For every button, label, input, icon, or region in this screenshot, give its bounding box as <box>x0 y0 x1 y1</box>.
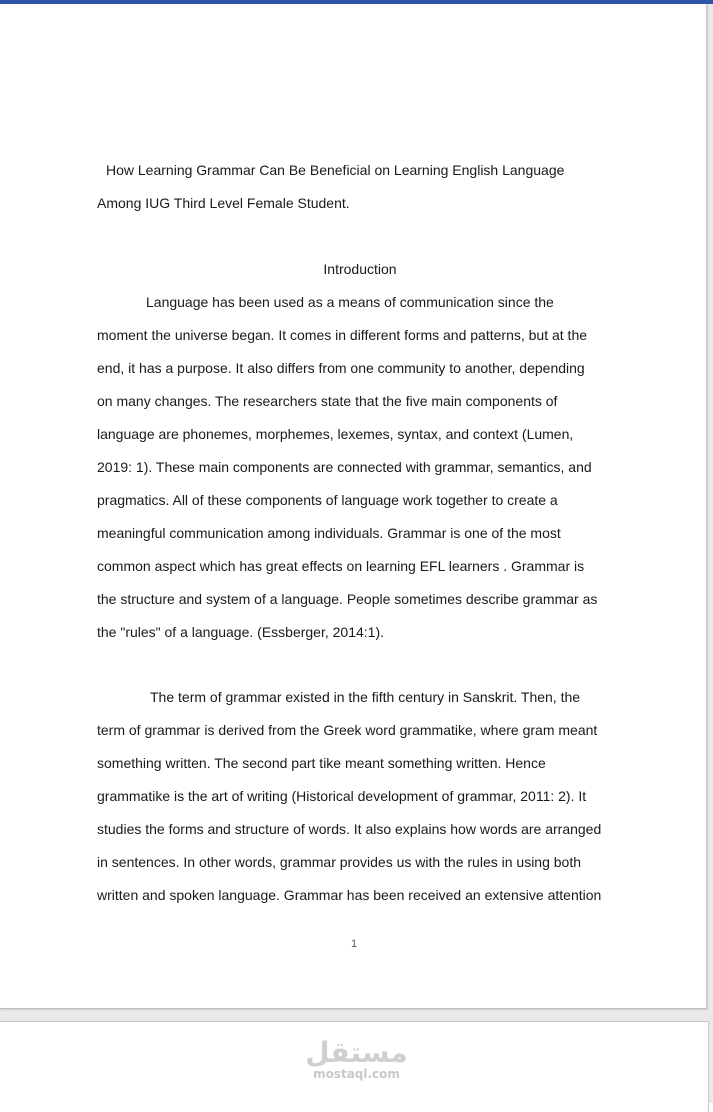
paragraph-line: the structure and system of a language. People sometimes describe grammar as <box>97 591 598 607</box>
document-page[interactable] <box>0 4 707 1009</box>
paragraph-line: common aspect which has great effects on learning EFL learners . Grammar is <box>97 558 585 574</box>
page-number: 1 <box>350 938 358 950</box>
paragraph-line: language are phonemes, morphemes, lexemes, syntax, and context (Lumen, <box>97 426 574 442</box>
mostaql-logo: مستقل <box>305 1036 408 1069</box>
paragraph-line: 2019: 1). These main components are connected with grammar, semantics, and <box>97 459 592 475</box>
paragraph-line: meaningful communication among individuals. Grammar is one of the most <box>97 525 561 541</box>
paragraph-line: written and spoken language. Grammar has been received an extensive attention <box>97 887 602 903</box>
section-heading-introduction: Introduction <box>323 261 397 277</box>
paragraph-line: grammatike is the art of writing (Historical development of grammar, 2011: 2). It <box>97 788 587 804</box>
paragraph-line: something written. The second part tike meant something written. Hence <box>97 755 546 771</box>
paragraph-line: in sentences. In other words, grammar provides us with the rules in using both <box>97 854 582 870</box>
watermark-domain: mostaql.com <box>313 1067 400 1081</box>
document-title-line: How Learning Grammar Can Be Beneficial on Learning English Language <box>106 162 565 178</box>
paragraph-line: studies the forms and structure of words. It also explains how words are arranged <box>97 821 602 837</box>
document-title-line: Among IUG Third Level Female Student. <box>97 195 350 211</box>
paragraph-line: pragmatics. All of these components of language work together to create a <box>97 492 558 508</box>
paragraph-line: on many changes. The researchers state that the five main components of <box>97 393 558 409</box>
paragraph-line: end, it has a purpose. It also differs from one community to another, depending <box>97 360 585 376</box>
paragraph-line: term of grammar is derived from the Greek word grammatike, where gram meant <box>97 722 598 738</box>
paragraph-line: moment the universe began. It comes in different forms and patterns, but at the <box>97 327 588 343</box>
paragraph-line: The term of grammar existed in the fifth century in Sanskrit. Then, the <box>150 689 581 705</box>
paragraph-line: the "rules" of a language. (Essberger, 2014:1). <box>97 624 385 640</box>
mostaql-watermark <box>0 1038 713 1080</box>
paragraph-line: Language has been used as a means of communication since the <box>146 294 554 310</box>
